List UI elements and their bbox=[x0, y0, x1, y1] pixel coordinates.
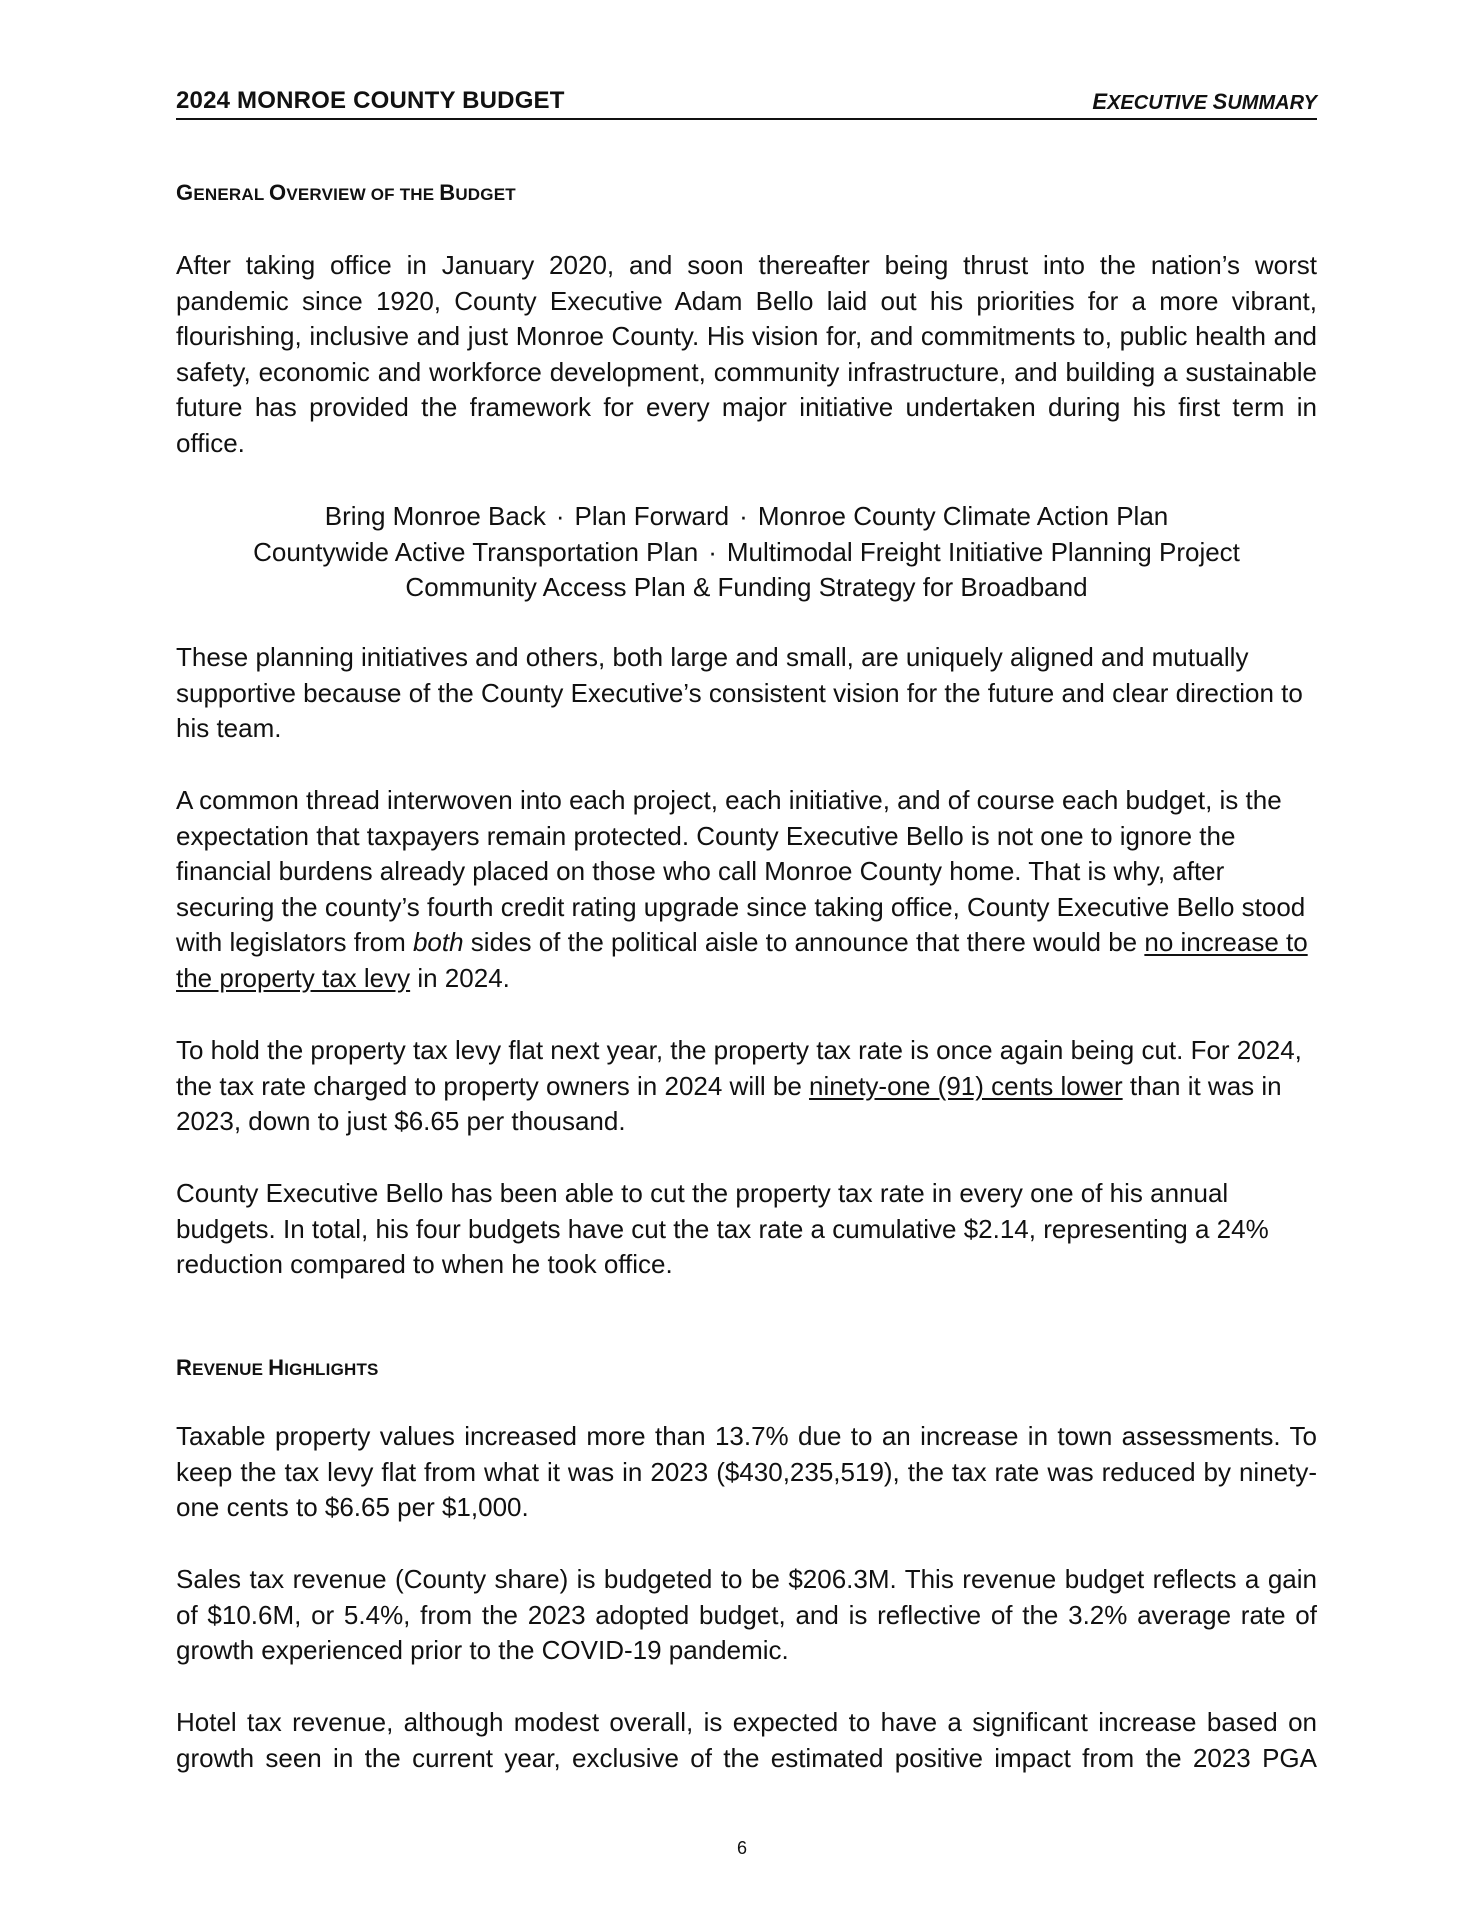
plan-item: Multimodal Freight Initiative Planning Project bbox=[726, 536, 1240, 567]
plan-item: Plan Forward bbox=[574, 501, 730, 531]
cents-lower-underlined: ninety-one (91) cents lower bbox=[809, 1070, 1123, 1101]
plans-line-2 bbox=[176, 535, 1317, 571]
plan-item: Monroe County Climate Action Plan bbox=[757, 501, 1169, 531]
overview-paragraph-1: After taking office in January 2020, and soon thereafter being thrust into the nation’s worst pandemic since 1920, County Executive Adam Bello laid out his priorities for a more vibrant, flourishing, inclusive and just Monroe County. His vision for, and commitments to, public health and safety, economic and workforce development, community infrastructure, and building a sustainable future has provided the framework for every major initiative undertaken during his first term in office. bbox=[176, 250, 1317, 458]
plans-line-3: Community Access Plan & Funding Strategy for Broadband bbox=[405, 572, 1088, 602]
separator-dot: · bbox=[739, 501, 748, 531]
revenue-paragraph-1: Taxable property values increased more than 13.7% due to an increase in town assessments. To keep the tax levy flat from what it was in 2023 ($430,235,519), the tax rate was reduced by ninety-one cents to $6.65 per $1,000. bbox=[176, 1421, 1317, 1522]
revenue-paragraph-2: Sales tax revenue (County share) is budgeted to be $206.3M. This revenue budget reflects a gain of $10.6M, or 5.4%, from the 2023 adopted budget, and is reflective of the 3.2% average rate of growth experienced prior to the COVID-19 pandemic. bbox=[176, 1564, 1317, 1665]
document-title: 2024 MONROE COUNTY BUDGET bbox=[176, 87, 565, 114]
page-number: 6 bbox=[736, 1838, 747, 1858]
general-overview-heading: GENERAL OVERVIEW OF THE BUDGET bbox=[176, 180, 516, 205]
plans-line-1 bbox=[176, 499, 1317, 535]
overview-paragraph-4: To hold the property tax levy flat next year, the property tax rate is once again being cut. For 2024, the tax rate charged to property owners in 2024 will be ninety-one (91) cents lower than it was in 2023, down to just $6.65 per thousand. bbox=[176, 1035, 1302, 1136]
separator-dot: · bbox=[708, 536, 717, 567]
overview-paragraph-5: County Executive Bello has been able to cut the property tax rate in every one of his annual budgets. In total, his four budgets have cut the tax rate a cumulative $2.14, representing a 24% reduction compared to when he took office. bbox=[176, 1178, 1269, 1279]
plan-item: Bring Monroe Back bbox=[324, 501, 546, 531]
page-header bbox=[176, 88, 1317, 120]
no-increase-underlined: no increase to the property tax levy bbox=[176, 927, 1308, 993]
separator-dot: · bbox=[555, 501, 565, 531]
plans-list bbox=[176, 499, 1317, 606]
plan-item: Countywide Active Transportation Plan bbox=[253, 536, 699, 567]
revenue-paragraph-3: Hotel tax revenue, although modest overall, is expected to have a significant increase based on growth seen in the current year, exclusive of the estimated positive impact from the 2023 PGA bbox=[176, 1707, 1317, 1773]
section-label: EXECUTIVE SUMMARY bbox=[1092, 89, 1317, 114]
revenue-highlights-heading: REVENUE HIGHLIGHTS bbox=[176, 1355, 379, 1380]
overview-paragraph-3: A common thread interwoven into each project, each initiative, and of course each budget, is the expectation that taxpayers remain protected. County Executive Bello is not one to ignore the financial burdens already placed on those who call Monroe County home. That is why, after securing the county’s fourth credit rating upgrade since taking office, County Executive Bello stood with legislators from both sides of the political aisle to announce that there would be no increase to the property tax levy in 2024. bbox=[176, 785, 1308, 993]
overview-paragraph-2: These planning initiatives and others, both large and small, are uniquely aligned and mutually supportive because of the County Executive’s consistent vision for the future and clear direction to his team. bbox=[176, 642, 1303, 743]
